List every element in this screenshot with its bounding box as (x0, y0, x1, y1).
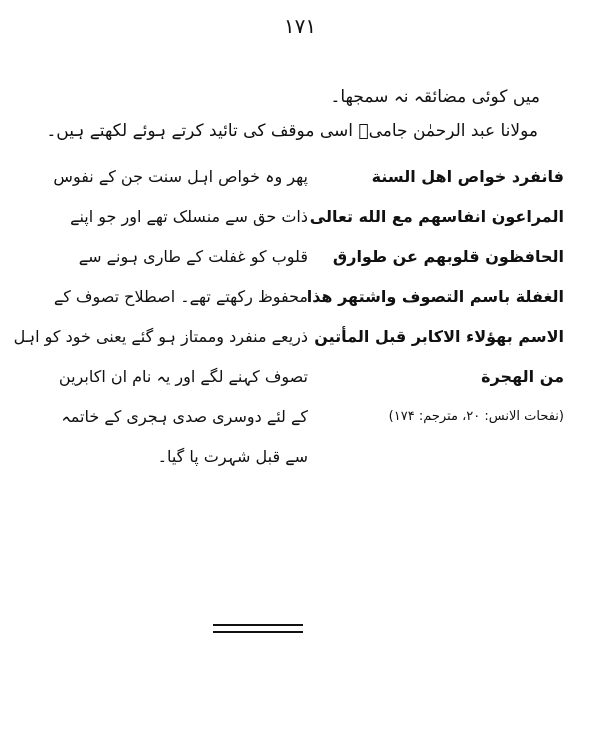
citation: (نفحات الانس: ۲۰، مترجم: ۱۷۴) (388, 409, 564, 424)
arabic-quote-line: الحافظون قلوبهم عن طوارق (332, 247, 564, 266)
section-divider-rule (213, 624, 303, 626)
urdu-translation-column (13, 157, 308, 477)
arabic-quote-line: الاسم بهؤلاء الاکابر قبل المأتين (314, 327, 564, 346)
arabic-quote-line: الغفلة باسم التصوف واشتهر هذا (306, 287, 564, 306)
urdu-translation-line: تصوف کہنے لگے اور یہ نام ان اکابرین (58, 367, 308, 386)
intro-line-2: مولانا عبد الرحمٰن جامیؒ اسی موقف کی تائید کرتے ہوئے لکھتے ہیں۔ (46, 121, 538, 141)
arabic-quote-line: فانفرد خواص اهل السنة (371, 167, 564, 186)
urdu-translation-line: کے لئے دوسری صدی ہجری کے خاتمہ (61, 407, 308, 426)
intro-line-1: میں کوئی مضائقہ نہ سمجھا۔ (330, 87, 540, 107)
urdu-translation-line: ذات حق سے منسلک تھے اور جو اپنے (70, 207, 308, 226)
arabic-quote-line: من الهجرة (481, 367, 564, 386)
page-number: ۱۷۱ (283, 14, 317, 38)
urdu-translation-line: پھر وہ خواص اہل سنت جن کے نفوس (53, 167, 308, 186)
arabic-quote-line: المراعون انفاسهم مع الله تعالی (309, 207, 564, 226)
urdu-translation-line: محفوظ رکھتے تھے۔ اصطلاح تصوف کے (53, 287, 308, 306)
urdu-translation-line: قلوب کو غفلت کے طاری ہونے سے (78, 247, 308, 266)
arabic-quote-column (306, 157, 564, 437)
urdu-translation-line: ذریعے منفرد وممتاز ہو گئے یعنی خود کو اہل (13, 327, 308, 346)
urdu-translation-line: سے قبل شہرت پا گیا۔ (157, 447, 308, 466)
section-divider-rule (213, 631, 303, 633)
